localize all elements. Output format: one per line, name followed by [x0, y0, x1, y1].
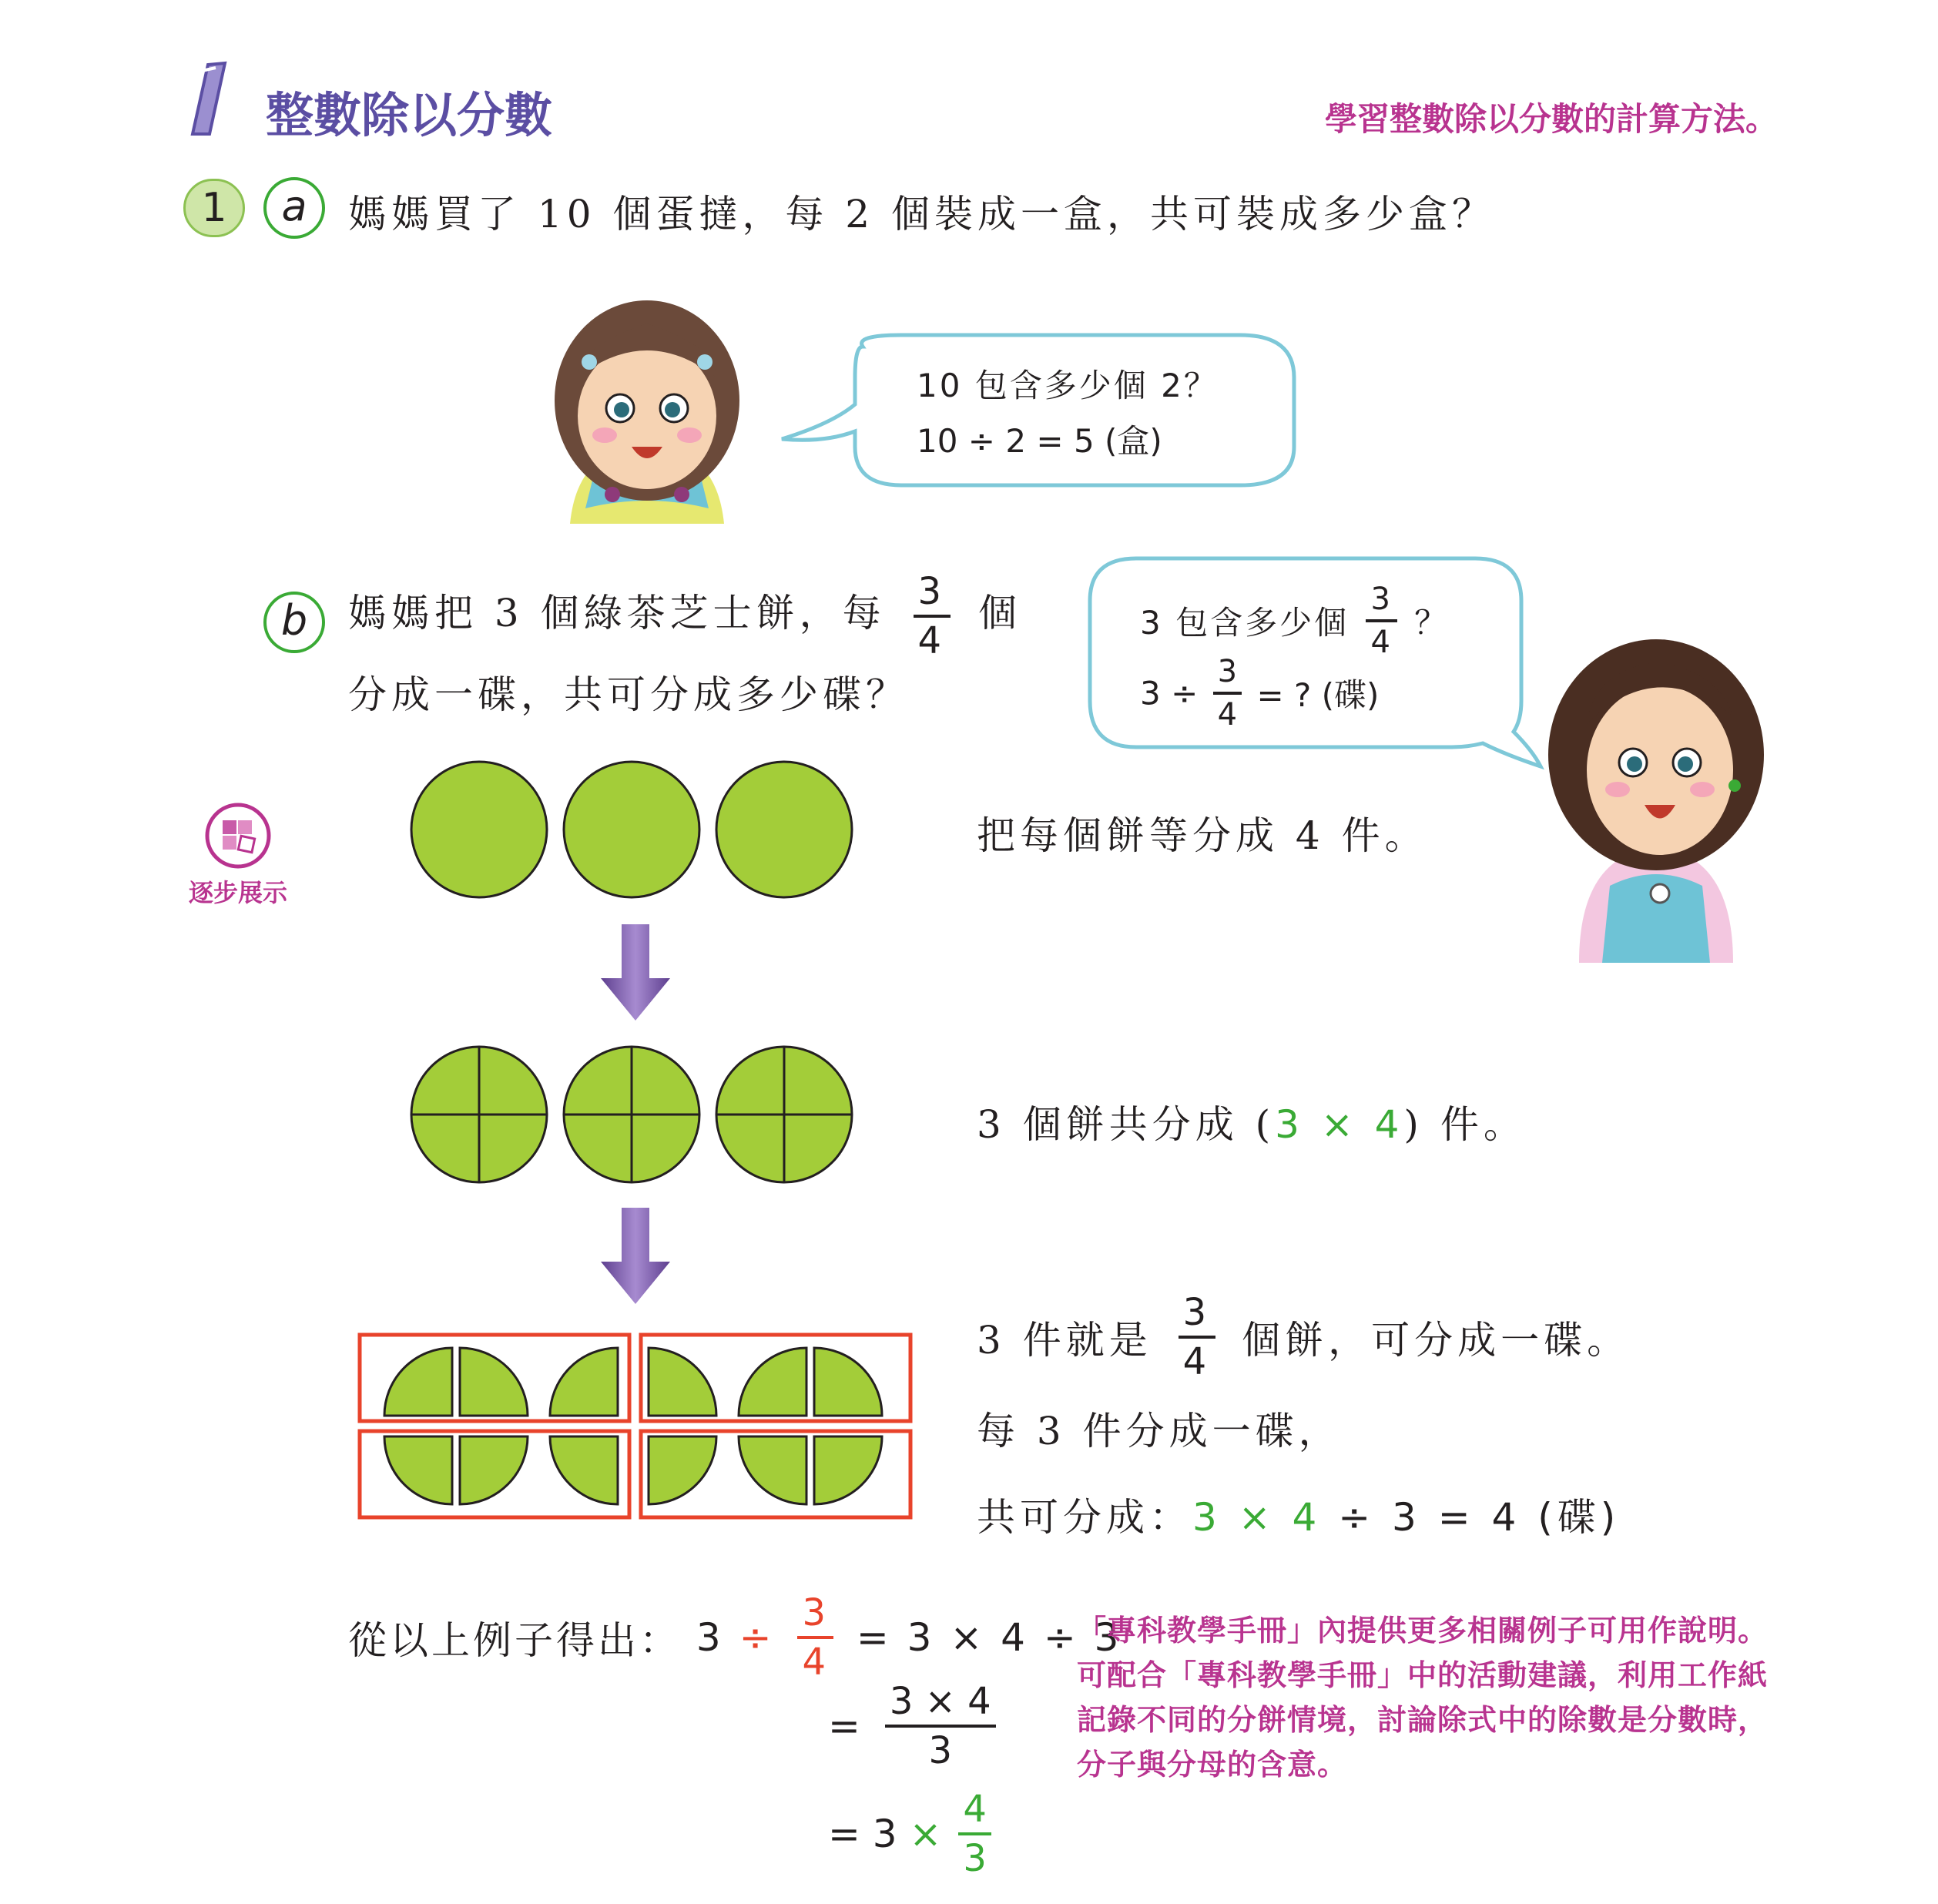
conclusion-line3	[828, 1788, 991, 1880]
conclusion-rhs: = 3 × 4 ÷ 3	[856, 1615, 1122, 1660]
bubble-b-line2-pre: 3 ÷	[1140, 674, 1199, 712]
part-b-question-line2: 分成一碟，共可分成多少碟？	[348, 672, 909, 717]
step-2-pre: 3 個餅共分成 (	[977, 1102, 1276, 1147]
bubble-b-line1-pre: 3 包含多少個	[1140, 604, 1350, 642]
conclusion-lead: 從以上例子得出：	[348, 1618, 681, 1663]
step-4-text: 每 3 件分成一碟，	[977, 1409, 1342, 1453]
teacher-note-line2: 可配合「專科教學手冊」中的活動建議，利用工作紙	[1077, 1658, 1769, 1692]
quartered-cookies	[408, 1044, 863, 1190]
fraction-denominator: 4	[917, 619, 947, 662]
page-title: 整數除以分數	[266, 87, 553, 143]
bubble-a-line1: 10 包含多少個 2？	[917, 367, 1219, 404]
bubble-b-line2-fraction	[1213, 656, 1242, 730]
fraction-numerator: 3	[1366, 584, 1396, 622]
conclusion-line3-pre: = 3	[828, 1812, 897, 1856]
part-b-fraction	[914, 570, 951, 662]
conclusion-fraction	[797, 1591, 833, 1684]
whole-cookies	[408, 759, 863, 905]
step-3-pre: 3 件就是	[977, 1318, 1152, 1363]
lesson-number	[185, 60, 231, 137]
teacher-note-line3: 記錄不同的分餅情境，討論除式中的除數是分數時，	[1077, 1702, 1769, 1737]
part-a-badge	[263, 177, 325, 239]
bubble-b-line2-post: = ? (碟)	[1256, 676, 1380, 714]
conclusion-line1	[348, 1591, 1122, 1684]
step-2-text	[977, 1094, 1527, 1149]
speech-bubble-a	[770, 331, 1309, 493]
grouped-cookie-pieces	[356, 1331, 918, 1531]
part-b-badge	[263, 592, 325, 653]
step-5-post: ÷ 3 = 4 (碟)	[1338, 1495, 1621, 1540]
question-number-badge	[183, 179, 245, 237]
part-b-text-before: 媽媽把 3 個綠茶芝士餅，每	[348, 591, 886, 635]
question-number: 1	[201, 185, 227, 231]
bubble-b-line2	[1140, 656, 1379, 730]
bubble-b-line1	[1140, 584, 1449, 658]
bubble-b-line1-post: ？	[1414, 604, 1450, 642]
step-by-step-button[interactable]	[188, 801, 288, 909]
part-a-label: a	[281, 182, 307, 230]
bubble-a-line2: 10 ÷ 2 = 5 (盒)	[917, 422, 1162, 460]
conclusion-line3-op: ×	[909, 1812, 942, 1856]
fraction-denominator: 4	[1217, 697, 1238, 732]
step-3-text	[977, 1291, 1631, 1383]
step-2-green: 3 × 4	[1275, 1102, 1404, 1147]
teacher-note-line1: 「專科教學手冊」內提供更多相關例子可用作說明。	[1077, 1613, 1769, 1648]
fraction-numerator: 3	[797, 1594, 833, 1639]
down-arrow-icon	[597, 1208, 674, 1308]
fraction-denominator: 4	[802, 1641, 829, 1684]
step-3-fraction	[1179, 1291, 1216, 1383]
conclusion-divide-op: ÷	[739, 1615, 775, 1660]
fraction-numerator: 3	[914, 573, 951, 618]
step-5-green: 3 × 4	[1192, 1495, 1322, 1540]
girl-character-illustration	[531, 293, 763, 539]
step-by-step-label: 逐步展示	[188, 878, 287, 907]
step-3-post: 個餅，可分成一碟。	[1242, 1318, 1631, 1363]
part-a-question: 媽媽買了 10 個蛋撻，每 2 個裝成一盒，共可裝成多少盒？	[348, 192, 1496, 236]
conclusion-line3-fraction	[958, 1788, 991, 1880]
part-b-question-line1	[348, 570, 1021, 662]
step-5-pre: 共可分成：	[977, 1495, 1192, 1540]
teacher-note-line4: 分子與分母的含意。	[1077, 1747, 1348, 1782]
fraction-numerator: 3 × 4	[885, 1683, 996, 1728]
mother-character-illustration	[1533, 632, 1779, 963]
fraction-numerator: 3	[1179, 1294, 1216, 1339]
fraction-denominator: 3	[963, 1837, 987, 1880]
step-1-text: 把每個餅等分成 4 件。	[977, 813, 1428, 858]
part-b-label: b	[280, 596, 308, 645]
step-5-text	[977, 1487, 1620, 1542]
step-by-step-icon	[203, 801, 273, 870]
conclusion-dividend: 3	[696, 1615, 724, 1660]
conclusion-line2-eq: =	[828, 1704, 860, 1748]
conclusion-line2-fraction	[885, 1680, 996, 1772]
bubble-b-fraction	[1366, 584, 1396, 658]
speech-bubble-b	[1082, 555, 1544, 770]
fraction-numerator: 3	[1213, 656, 1242, 695]
fraction-denominator: 4	[1370, 625, 1393, 660]
step-2-post: ) 件。	[1403, 1102, 1527, 1147]
part-b-text-after: 個	[977, 591, 1021, 635]
fraction-denominator: 3	[928, 1729, 952, 1772]
down-arrow-icon	[597, 924, 674, 1024]
teacher-note	[1077, 1608, 1768, 1787]
conclusion-line2	[828, 1680, 996, 1772]
learning-objective: 學習整數除以分數的計算方法。	[1325, 100, 1779, 138]
fraction-denominator: 4	[1182, 1340, 1212, 1383]
fraction-numerator: 4	[958, 1791, 991, 1835]
